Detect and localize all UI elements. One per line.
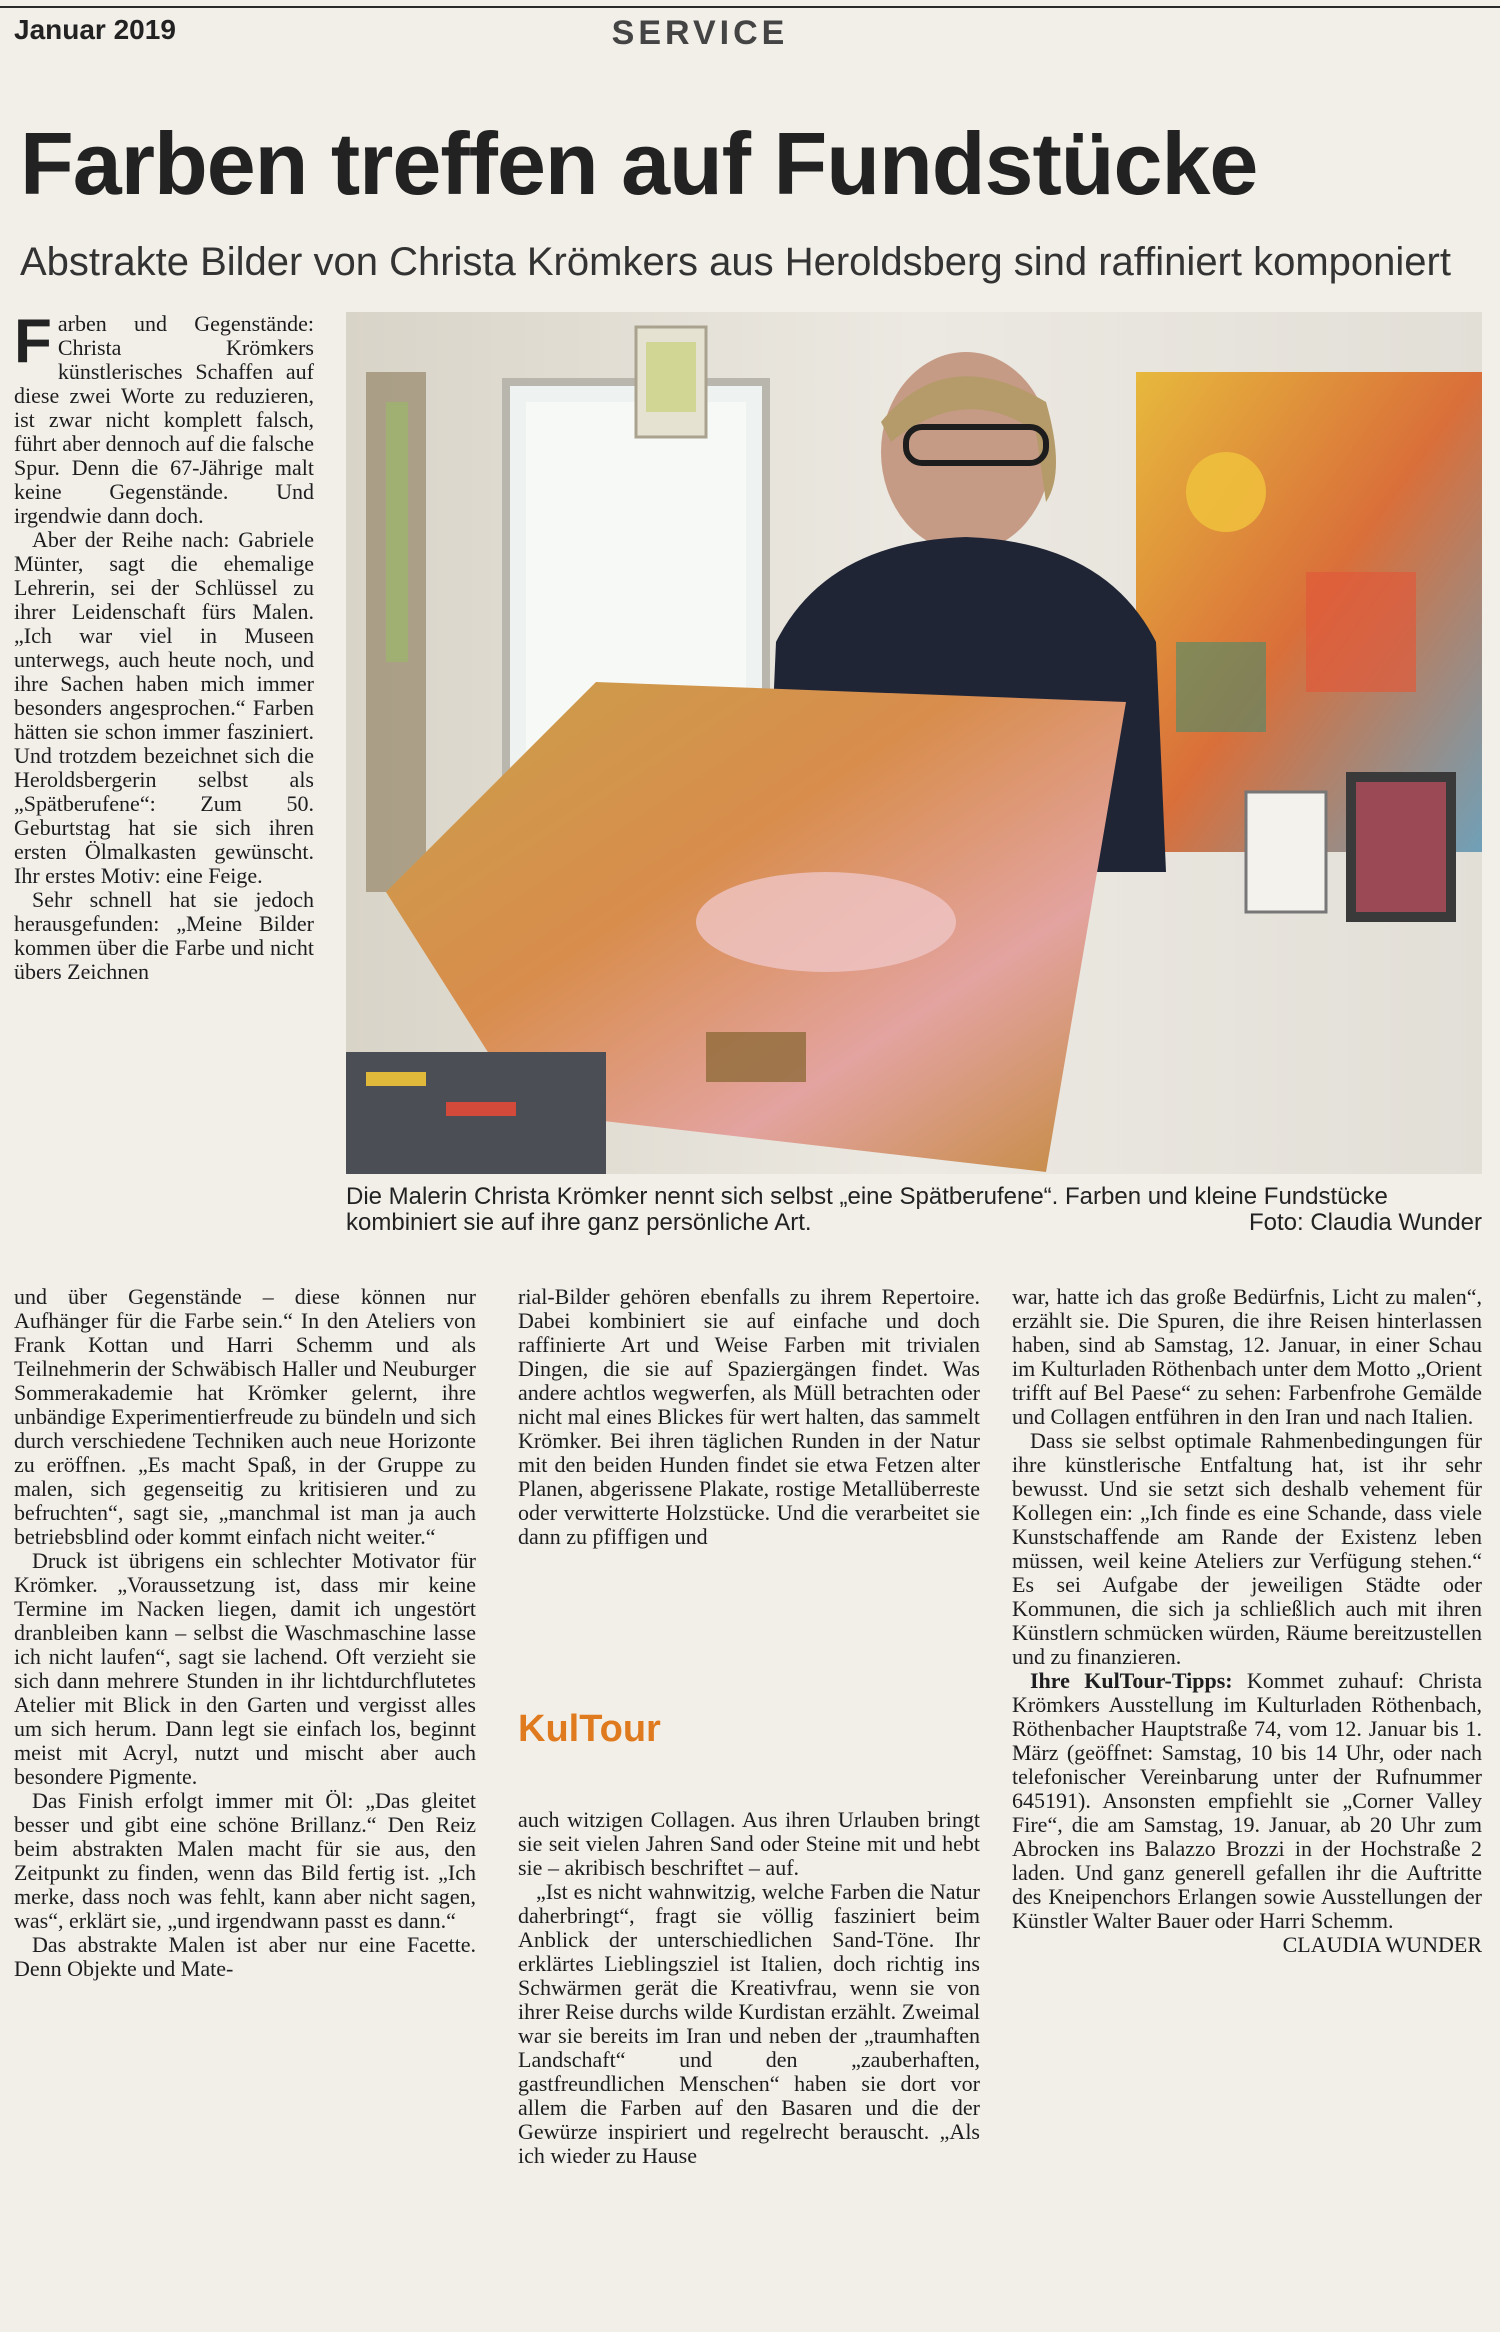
paragraph: auch witzigen Collagen. Aus ihren Urlauben bringt sie seit vielen Jahren Sand oder Steine mit und hebt sie – akribisch beschriftet – auf.	[518, 1807, 980, 1880]
paragraph: Sehr schnell hat sie jedoch herausgefunden: „Meine Bilder kommen über die Farbe und nicht übers Zeichnen	[14, 887, 314, 984]
paragraph: „Ist es nicht wahnwitzig, welche Farben die Natur daherbringt“, fragt sie völlig fasziniert beim Anblick der unterschiedlichen Sand-Töne. Ihr erklärtes Lieblingsziel ist Italien, doch richtig ins Schwärmen gerät die Kreativfrau, wenn sie von ihrer Reise durchs wilde Kurdistan erzählt. Zweimal war sie bereits im Iran und neben der „traumhaften Landschaft“ und den „zauberhaften, gastfreundlichen Menschen“ haben sie dort vor allem die Farben auf den Basaren und die der Gewürze inspiriert und regelrecht berauscht. „Als ich wieder zu Hause	[518, 1879, 980, 2168]
photo-illustration	[346, 312, 1482, 1174]
paragraph: rial-Bilder gehören ebenfalls zu ihrem Repertoire. Dabei kombiniert sie auf einfache und doch raffinierte Art und Weise Farben mit trivialen Dingen, die sie auf Spaziergängen findet. Was andere achtlos wegwerfen, als Müll betrachten oder nicht mal eines Blickes für wert halten, das sammelt Krömker. Bei ihren täglichen Runden in der Natur mit den beiden Hunden findet sie etwa Fetzen alter Planen, abgerissene Plakate, rostige Metallüberreste oder verwitterte Holzstücke. Und die verarbeitet sie dann zu pfiffigen und	[518, 1284, 980, 1549]
column-2-top	[518, 1285, 980, 1549]
paragraph: war, hatte ich das große Bedürfnis, Licht zu malen“, erzählt sie. Die Spuren, die ihre Reisen hinterlassen haben, sind ab Samstag, 12. Januar, in einer Schau im Kulturladen Röthenbach unter dem Motto „Orient trifft auf Bel Paese“ zu sehen: Farbenfrohe Gemälde und Collagen entführen in den Iran und nach Italien.	[1012, 1284, 1482, 1429]
issue-date: Januar 2019	[14, 14, 176, 45]
column-3	[1012, 1285, 1482, 1957]
caption-text: Die Malerin Christa Krömker nennt sich selbst „eine Spätberufene“. Farben und kleine Fundstücke kombiniert sie auf ihre ganz persönliche Art.	[346, 1183, 1388, 1236]
paragraph: Aber der Reihe nach: Gabriele Münter, sagt die ehemalige Lehrerin, sei der Schlüssel zu ihrer Leidenschaft fürs Malen. „Ich war viel in Museen unterwegs, auch heute noch, und ihre Sachen haben mich immer besonders angesprochen.“ Farben hätten sie schon immer fasziniert. Und trotzdem bezeichnet sich die Heroldsbergerin selbst als „Spätberufene“: Zum 50. Geburtstag hat sie sich ihren ersten Ölmalkasten gewünscht. Ihr erstes Motiv: eine Feige.	[14, 527, 314, 888]
paragraph: Das abstrakte Malen ist aber nur eine Facette. Denn Objekte und Mate-	[14, 1932, 476, 1981]
paragraph: und über Gegenstände – diese können nur Aufhänger für die Farbe sein.“ In den Ateliers von Frank Kottan und Harri Schemm und als Teilnehmerin der Schwäbisch Haller und Neuburger Sommerakademie hat Krömker gelernt, ihre unbändige Experimentierfreude zu bündeln und sich durch verschiedene Techniken auch neue Horizonte zu eröffnen. „Es macht Spaß, in der Gruppe zu malen, sich gegenseitig zu kritisieren und zu befruchten“, sagt sie, „manchmal ist man ja auch betriebsblind oder kommt einfach nicht weiter.“	[14, 1284, 476, 1549]
article-subheadline: Abstrakte Bilder von Christa Krömkers aus Heroldsberg sind raffiniert komponiert	[20, 240, 1451, 284]
column-2-bottom	[518, 1808, 980, 2168]
intro-paragraph: Farben und Gegenstände: Christa Krömkers künstlerisches Schaffen auf diese zwei Worte zu reduzieren, ist zwar nicht komplett falsch, führt aber dennoch auf die falsche Spur. Denn die 67-Jährige malt keine Gegenstände. Und irgendwie dann doch.	[14, 307, 314, 528]
author-byline: CLAUDIA WUNDER	[1282, 1932, 1482, 1957]
kultour-logo: KulTour	[518, 1708, 661, 1750]
paragraph: Das Finish erfolgt immer mit Öl: „Das gleitet besser und gibt eine schöne Brillanz.“ Den Reiz beim abstrakten Malen macht für sie aus, den Zeitpunkt zu finden, wenn das Bild fertig ist. „Ich merke, dass noch was fehlt, kann aber nicht sagen, was“, erklärt sie, „und irgendwann passt es dann.“	[14, 1788, 476, 1933]
article-photo	[346, 312, 1482, 1174]
paragraph: Dass sie selbst optimale Rahmenbedingungen für ihre künstlerische Entfaltung hat, ist ihr sehr bewusst. Und sie setzt sich deshalb vehement für Kollegen ein: „Ich finde es eine Schande, dass viele Kunstschaffende am Rande der Existenz leben müssen, weil keine Ateliers zur Verfügung stehen.“ Es sei Aufgabe der jeweiligen Städte oder Kommunen, die sich ja schließlich auch mit ihren Künstlern schmücken würden, Räume bereitzustellen und zu finanzieren.	[1012, 1428, 1482, 1669]
tips-heading: Ihre KulTour-Tipps:	[1030, 1668, 1233, 1693]
photo-caption	[346, 1184, 1482, 1236]
tips-paragraph	[1012, 1669, 1482, 1933]
section-title: SERVICE	[611, 14, 789, 52]
paragraph: Druck ist übrigens ein schlechter Motivator für Krömker. „Voraussetzung ist, dass mir keine Termine im Nacken liegen, damit ich ungestört dranbleiben kann – selbst die Waschmaschine lasse ich nicht laufen“, sagt sie lachend. Oft verzieht sie sich dann mehrere Stunden in ihr lichtdurchflutetes Atelier mit Blick in den Garten und vergisst alles um sich herum. Dann legt sie einfach los, beginnt meist mit Acryl, nutzt und mischt aber auch besondere Pigmente.	[14, 1548, 476, 1789]
photo-credit: Foto: Claudia Wunder	[1248, 1209, 1482, 1236]
tips-text: Kommet zuhauf: Christa Krömkers Ausstellung im Kulturladen Röthenbach, Röthenbacher Hauptstraße 74, vom 12. Januar bis 1. März (geöffnet: Samstag, 10 bis 14 Uhr, oder nach telefonischer Vereinbarung unter der Rufnummer 645191). Ansonsten empfiehlt sie „Corner Valley Fire“, die am Samstag, 19. Januar, ab 20 Uhr zum Abrocken ins Balazzo Brozzi in der Hochstraße 2 laden. Und ganz generell gefallen ihr die Auftritte des Kneipenchors Erlangen sowie Ausstellungen der Künstler Walter Bauer oder Harri Schemm.	[1012, 1668, 1482, 1933]
column-1-bottom	[14, 1285, 476, 1981]
article-headline: Farben treffen auf Fundstücke	[20, 114, 1258, 213]
top-rule	[0, 6, 1500, 8]
column-1-top	[14, 307, 314, 984]
drop-cap: F	[14, 307, 52, 376]
